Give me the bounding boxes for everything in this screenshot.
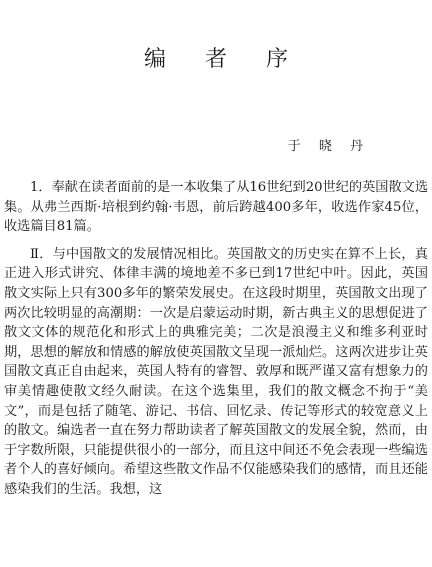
paragraph-2: Ⅱ．与中国散文的发展情况相比。英国散文的历史实在算不上长，真正进入形式讲究、体律丰满的境地差不多已到17世纪中叶。因此，英国散文实际上只有300多年的繁荣发展史。在这段时期里，英国散文出现了两次比较明显的高潮期：一次是启蒙运动时期，新古典主义的思想促进了散文文体的规范化和形式上的典雅完美；二次是浪漫主义和维多利亚时期，思想的解放和情感的解放使英国散文呈现一派灿烂。这两次进步让英国散文真正自由起来，英国人特有的睿智、敦厚和既严谨又富有想象力的审美情趣使散文经久耐读。在这个选集里，我们的散文概念不拘于“美文”，而是包括了随笔、游记、书信、回忆录、传记等形式的较宽意义上的散文。编选者一直在努力帮助读者了解英国散文的发展全貌，然而，由于字数所限，只能提供很小的一部分，而且这中间还不免会表现一些编选者个人的喜好倾向。希望这些散文作品不仅能感染我们的感情，而且还能感染我们的生活。我想，这 — [4, 246, 428, 497]
page-title: 编 者 序 — [144, 47, 304, 72]
author-name: 于 晓 丹 — [287, 139, 370, 154]
body-text — [4, 178, 428, 508]
paragraph-1: 1．奉献在读者面前的是一本收集了从16世纪到20世纪的英国散文选集。从弗兰西斯·培根到约翰·韦恩，前后跨越400多年，收选作家45位，收选篇目81篇。 — [4, 180, 429, 235]
